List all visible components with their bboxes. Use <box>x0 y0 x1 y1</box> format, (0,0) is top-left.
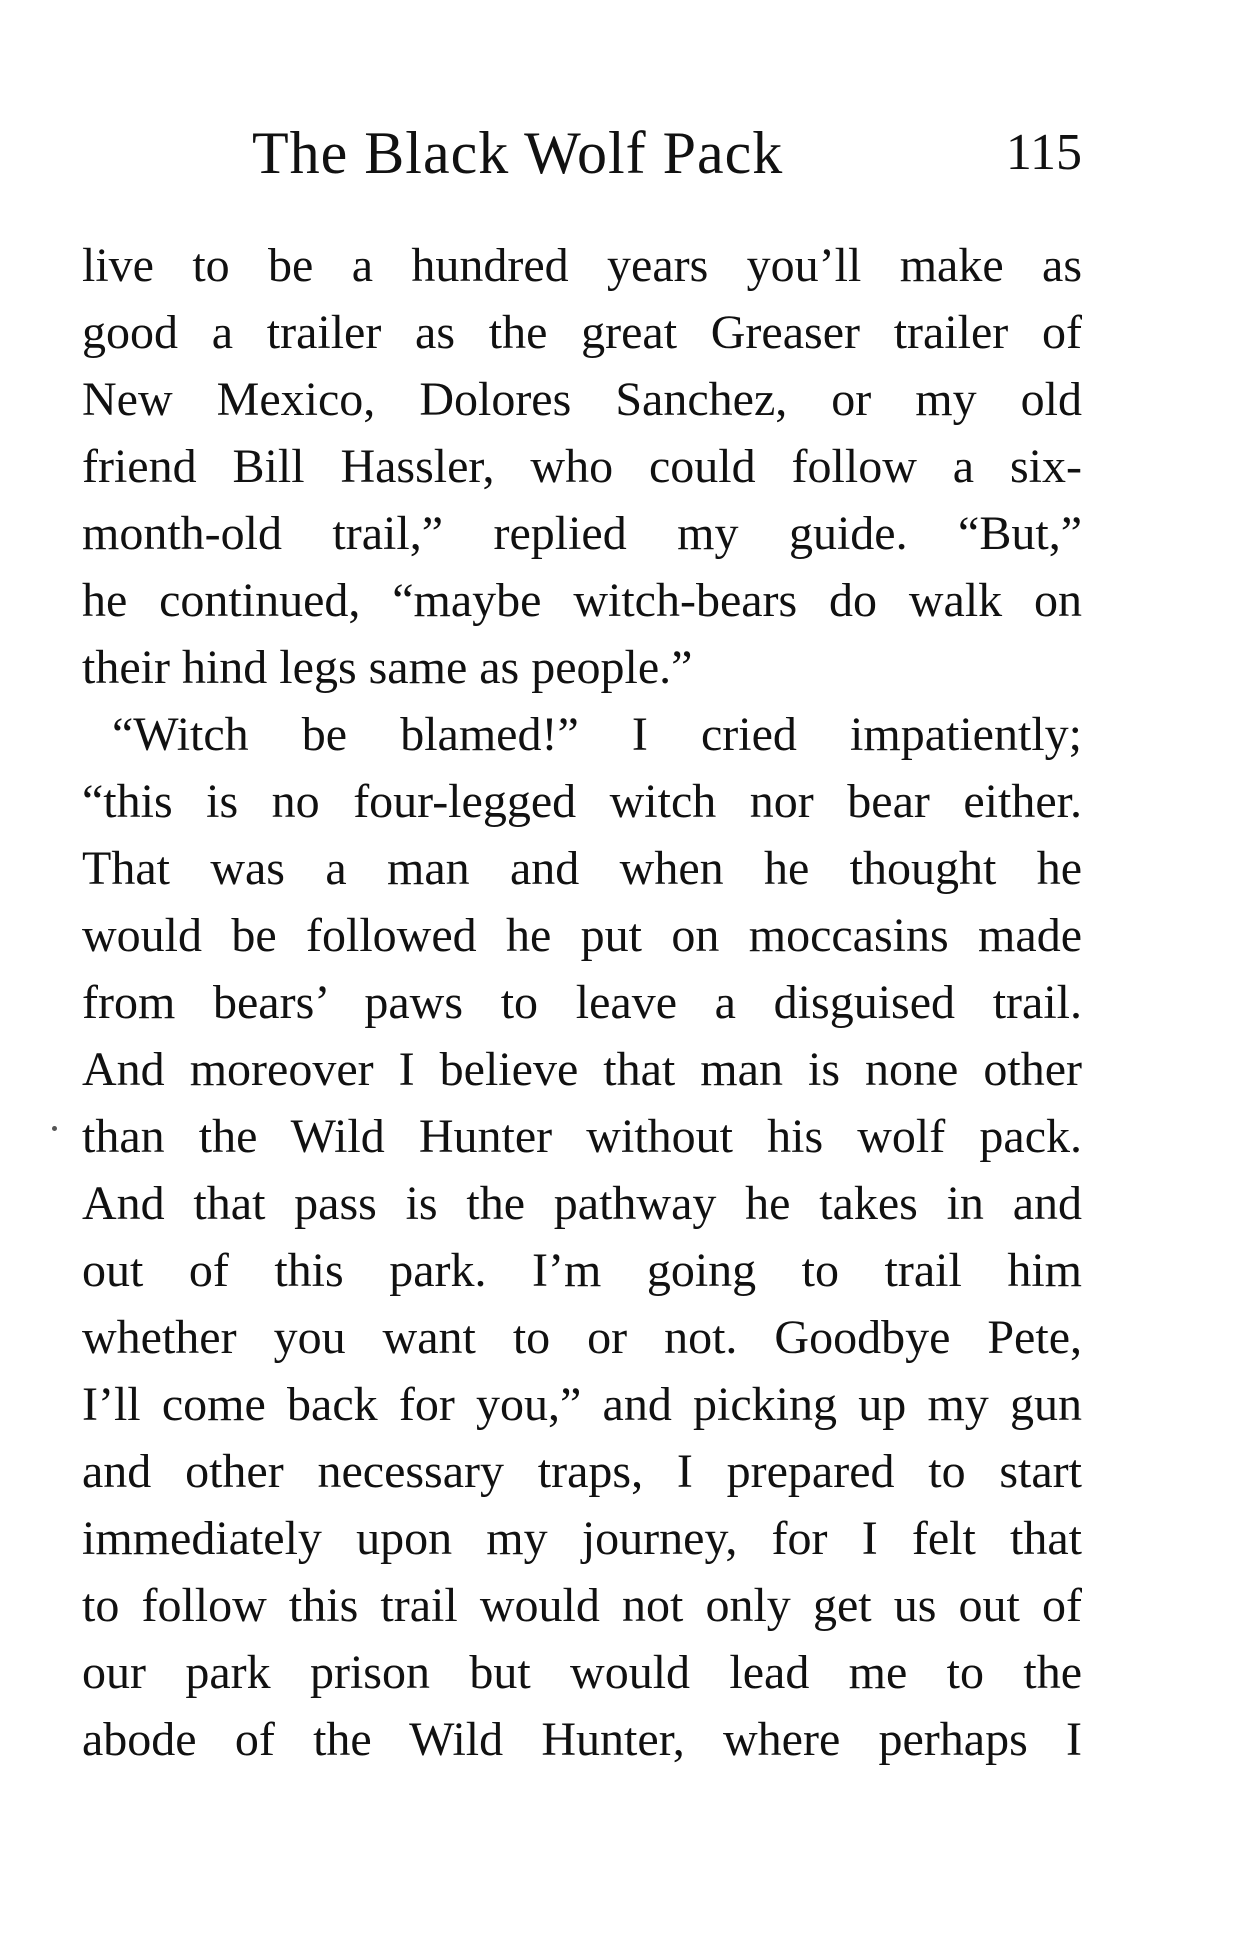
text-line: good a trailer as the great Greaser trailer of <box>82 306 1082 359</box>
text-line: New Mexico, Dolores Sanchez, or my old <box>82 373 1082 426</box>
text-line: “this is no four-legged witch nor bear either. <box>82 775 1082 828</box>
text-line: out of this park. I’m going to trail him <box>82 1244 1082 1297</box>
text-line: live to be a hundred years you’ll make as <box>82 239 1082 292</box>
text-line: And that pass is the pathway he takes in and <box>82 1177 1082 1230</box>
margin-speck <box>52 1126 57 1131</box>
body-text <box>82 232 1082 1773</box>
text-line: to follow this trail would not only get us out of <box>82 1579 1082 1632</box>
page-number: 115 <box>1005 124 1082 181</box>
text-line: and other necessary traps, I prepared to start <box>82 1445 1082 1498</box>
text-line: than the Wild Hunter without his wolf pack. <box>82 1110 1082 1163</box>
text-line: from bears’ paws to leave a disguised trail. <box>82 976 1082 1029</box>
text-line: immediately upon my journey, for I felt that <box>82 1512 1082 1565</box>
text-line: That was a man and when he thought he <box>82 842 1082 895</box>
text-line: I’ll come back for you,” and picking up my gun <box>82 1378 1082 1431</box>
text-line: And moreover I believe that man is none other <box>82 1043 1082 1096</box>
text-line: whether you want to or not. Goodbye Pete, <box>82 1311 1082 1364</box>
text-line: would be followed he put on moccasins made <box>82 909 1082 962</box>
text-line: their hind legs same as people.” <box>82 641 693 694</box>
text-line: he continued, “maybe witch-bears do walk on <box>82 574 1082 627</box>
text-line: our park prison but would lead me to the <box>82 1646 1082 1699</box>
text-line: month-old trail,” replied my guide. “But,” <box>82 507 1082 560</box>
running-head <box>82 118 1082 188</box>
running-title: The Black Wolf Pack <box>252 120 784 186</box>
text-line: friend Bill Hassler, who could follow a six- <box>82 440 1082 493</box>
text-line: “Witch be blamed!” I cried impatiently; <box>112 708 1082 761</box>
text-line: abode of the Wild Hunter, where perhaps I <box>82 1713 1082 1766</box>
